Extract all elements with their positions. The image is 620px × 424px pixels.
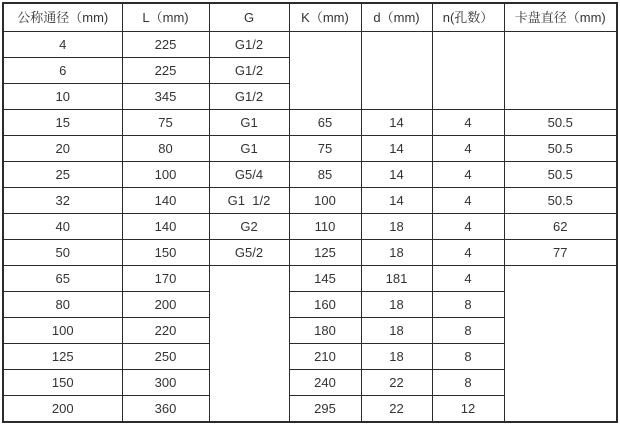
cell-l: 300	[122, 370, 209, 396]
cell-dn: 25	[3, 162, 122, 188]
cell-g: G1	[209, 110, 289, 136]
cell-chuck-diameter: 62	[504, 214, 617, 240]
cell-n: 8	[432, 370, 504, 396]
cell-l: 170	[122, 266, 209, 292]
cell-d: 18	[361, 344, 432, 370]
cell-k: 295	[289, 396, 361, 423]
cell-k: 85	[289, 162, 361, 188]
header-nominal-diameter: 公称通径（mm)	[3, 3, 122, 32]
cell-g: G1	[209, 136, 289, 162]
table-row	[3, 136, 617, 162]
header-k: K（mm)	[289, 3, 361, 32]
cell-dn: 15	[3, 110, 122, 136]
cell-g: G2	[209, 214, 289, 240]
cell-n: 12	[432, 396, 504, 423]
cell-n: 8	[432, 292, 504, 318]
cell-d: 14	[361, 136, 432, 162]
cell-n: 4	[432, 110, 504, 136]
header-chuck-diameter: 卡盘直径（mm)	[504, 3, 617, 32]
cell-l: 140	[122, 214, 209, 240]
cell-d: 14	[361, 188, 432, 214]
cell-dn: 80	[3, 292, 122, 318]
cell-dn: 125	[3, 344, 122, 370]
cell-dn: 65	[3, 266, 122, 292]
cell-d: 18	[361, 240, 432, 266]
cell-chuck-diameter: 50.5	[504, 136, 617, 162]
cell-dn: 100	[3, 318, 122, 344]
table-row	[3, 110, 617, 136]
cell-l: 225	[122, 58, 209, 84]
cell-k: 65	[289, 110, 361, 136]
cell-k: 125	[289, 240, 361, 266]
spec-table	[2, 2, 618, 423]
cell-l: 250	[122, 344, 209, 370]
cell-n: 8	[432, 318, 504, 344]
cell-g: G1/2	[209, 58, 289, 84]
table-row	[3, 214, 617, 240]
cell-k: 100	[289, 188, 361, 214]
cell-chuck-diameter: 50.5	[504, 162, 617, 188]
table-row	[3, 188, 617, 214]
cell-g: G1/2	[209, 84, 289, 110]
cell-d: 22	[361, 396, 432, 423]
cell-dn: 6	[3, 58, 122, 84]
cell-k: 75	[289, 136, 361, 162]
cell-dn: 10	[3, 84, 122, 110]
cell-n: 4	[432, 266, 504, 292]
header-row	[3, 3, 617, 32]
cell-k: 110	[289, 214, 361, 240]
header-l: L（mm)	[122, 3, 209, 32]
cell-dn: 150	[3, 370, 122, 396]
cell-d: 14	[361, 110, 432, 136]
merged-empty-cell-k	[289, 32, 361, 110]
cell-l: 360	[122, 396, 209, 423]
cell-l: 100	[122, 162, 209, 188]
cell-n: 4	[432, 240, 504, 266]
cell-g: G5/4	[209, 162, 289, 188]
cell-n: 8	[432, 344, 504, 370]
cell-k: 160	[289, 292, 361, 318]
cell-l: 220	[122, 318, 209, 344]
cell-n: 4	[432, 162, 504, 188]
merged-empty-cell-chuck-diameter	[504, 32, 617, 110]
cell-n: 4	[432, 136, 504, 162]
cell-dn: 20	[3, 136, 122, 162]
table-row	[3, 240, 617, 266]
header-n-holes: n(孔数）	[432, 3, 504, 32]
cell-dn: 40	[3, 214, 122, 240]
cell-chuck-diameter: 77	[504, 240, 617, 266]
header-d: d（mm)	[361, 3, 432, 32]
cell-g: G5/2	[209, 240, 289, 266]
merged-empty-cell-n	[432, 32, 504, 110]
cell-k: 180	[289, 318, 361, 344]
cell-dn: 200	[3, 396, 122, 423]
cell-l: 345	[122, 84, 209, 110]
cell-l: 140	[122, 188, 209, 214]
table-row	[3, 32, 617, 58]
cell-k: 145	[289, 266, 361, 292]
cell-d: 22	[361, 370, 432, 396]
cell-dn: 50	[3, 240, 122, 266]
merged-empty-cell-g	[209, 266, 289, 423]
cell-dn: 4	[3, 32, 122, 58]
header-g: G	[209, 3, 289, 32]
cell-dn: 32	[3, 188, 122, 214]
table-row	[3, 266, 617, 292]
cell-d: 18	[361, 214, 432, 240]
cell-n: 4	[432, 188, 504, 214]
cell-k: 210	[289, 344, 361, 370]
cell-d: 18	[361, 318, 432, 344]
cell-d: 18	[361, 292, 432, 318]
cell-chuck-diameter: 50.5	[504, 188, 617, 214]
cell-l: 200	[122, 292, 209, 318]
merged-empty-cell-d	[361, 32, 432, 110]
table-row	[3, 162, 617, 188]
cell-l: 80	[122, 136, 209, 162]
cell-g: G1/2	[209, 32, 289, 58]
cell-g: G1 1/2	[209, 188, 289, 214]
cell-n: 4	[432, 214, 504, 240]
cell-d: 14	[361, 162, 432, 188]
cell-l: 225	[122, 32, 209, 58]
cell-k: 240	[289, 370, 361, 396]
cell-l: 75	[122, 110, 209, 136]
cell-chuck-diameter: 50.5	[504, 110, 617, 136]
cell-l: 150	[122, 240, 209, 266]
cell-d: 181	[361, 266, 432, 292]
merged-empty-cell-chuck-diameter	[504, 266, 617, 423]
